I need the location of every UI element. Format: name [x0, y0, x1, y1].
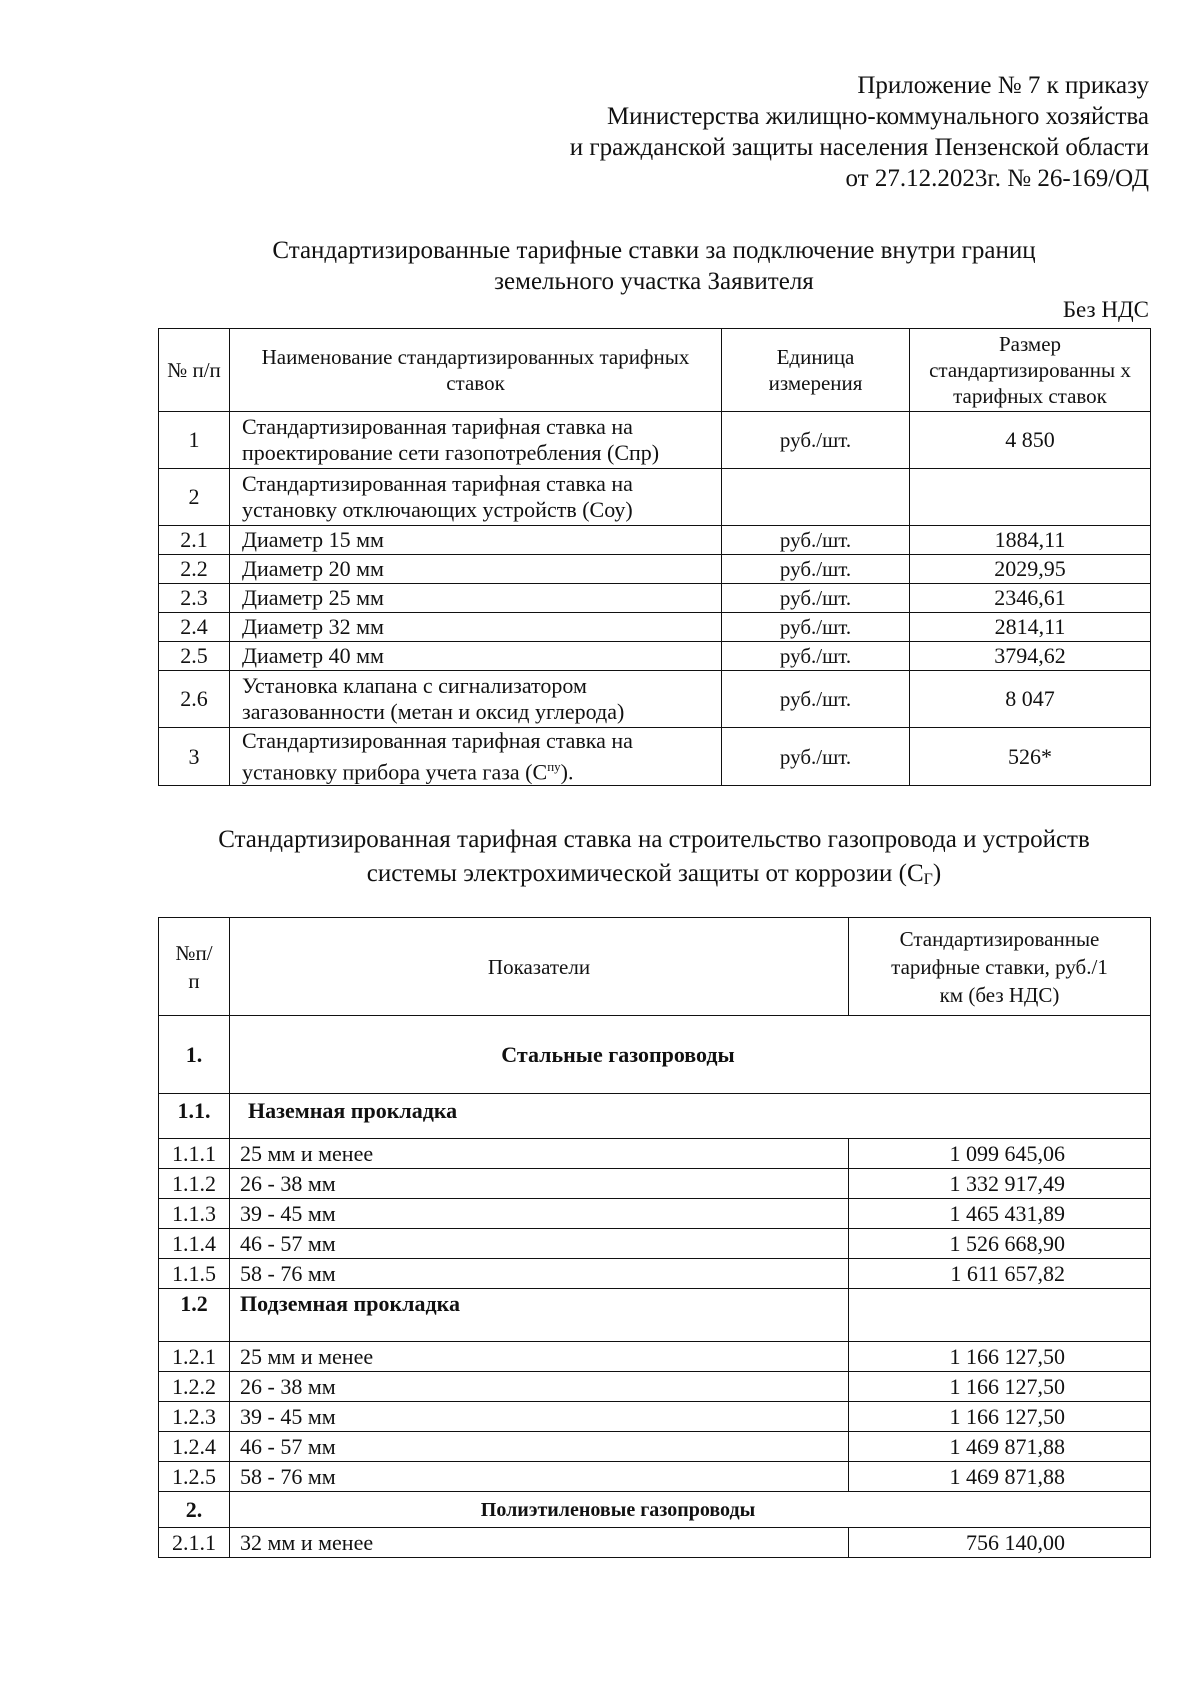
table2-title [158, 823, 1150, 897]
section-row [159, 1016, 1151, 1094]
table-row [159, 412, 1151, 469]
row-value: 1 465 431,89 [849, 1199, 1151, 1229]
header-num: № п/п [159, 329, 230, 412]
row-num: 1.1.1 [159, 1139, 230, 1169]
section-num: 1.1. [159, 1094, 230, 1139]
row-value: 1 166 127,50 [849, 1342, 1151, 1372]
row-value: 756 140,00 [849, 1528, 1151, 1558]
row-value: 1 166 127,50 [849, 1372, 1151, 1402]
table-row [159, 642, 1151, 671]
row-num: 2.2 [159, 555, 230, 584]
table-row [159, 469, 1151, 526]
header-num: №п/ п [159, 918, 230, 1016]
row-value: 526* [910, 728, 1151, 786]
row-num: 2.4 [159, 613, 230, 642]
row-unit: руб./шт. [722, 613, 910, 642]
row-name: Диаметр 40 мм [230, 642, 722, 671]
table-row [159, 555, 1151, 584]
table2-title-line: системы электрохимической защиты от коррозии (СГ) [366, 860, 942, 888]
row-name: Стандартизированная тарифная ставка на установку отключающих устройств (Соу) [230, 469, 722, 526]
section-row [159, 1492, 1151, 1528]
row-value: 1 166 127,50 [849, 1402, 1151, 1432]
row-value: 1884,11 [910, 526, 1151, 555]
header-unit: Единица измерения [722, 329, 910, 412]
table-header-row [159, 329, 1151, 412]
row-num: 3 [159, 728, 230, 786]
row-name: 46 - 57 мм [230, 1229, 849, 1259]
table2-title-line: Стандартизированная тарифная ставка на строительство газопровода и устройств [218, 826, 1090, 853]
header-line: Приложение № 7 к приказу [857, 72, 1149, 99]
row-num: 2.6 [159, 671, 230, 728]
header-name: Наименование стандартизированных тарифных ставок [230, 329, 722, 412]
row-name: 39 - 45 мм [230, 1402, 849, 1432]
row-num: 2.1.1 [159, 1528, 230, 1558]
row-value: 2346,61 [910, 584, 1151, 613]
row-value [910, 469, 1151, 526]
table-row [159, 1229, 1151, 1259]
header-indicators: Показатели [230, 918, 849, 1016]
header-line: от 27.12.2023г. № 26-169/ОД [845, 165, 1149, 192]
row-name: 39 - 45 мм [230, 1199, 849, 1229]
row-unit [722, 469, 910, 526]
vat-note: Без НДС [1062, 297, 1149, 322]
row-value: 4 850 [910, 412, 1151, 469]
table-row [159, 1342, 1151, 1372]
row-name: 26 - 38 мм [230, 1169, 849, 1199]
row-num: 2.1 [159, 526, 230, 555]
row-num: 1.1.4 [159, 1229, 230, 1259]
section-name: Подземная прокладка [230, 1289, 849, 1342]
row-name: 25 мм и менее [230, 1342, 849, 1372]
table-row [159, 671, 1151, 728]
row-unit: руб./шт. [722, 584, 910, 613]
table-row [159, 1259, 1151, 1289]
row-unit: руб./шт. [722, 671, 910, 728]
row-name: 58 - 76 мм [230, 1259, 849, 1289]
table1-title-line: Стандартизированные тарифные ставки за подключение внутри границ [272, 237, 1036, 264]
header-rates: Стандартизированные тарифные ставки, руб./1 км (без НДС) [849, 918, 1151, 1016]
row-name: Установка клапана с сигнализатором загазованности (метан и оксид углерода) [230, 671, 722, 728]
table-row [159, 1432, 1151, 1462]
row-num: 1.2.2 [159, 1372, 230, 1402]
section-row [159, 1289, 1151, 1342]
section-row [159, 1094, 1151, 1139]
row-num: 1.1.2 [159, 1169, 230, 1199]
row-name: Диаметр 32 мм [230, 613, 722, 642]
header-line: Министерства жилищно-коммунального хозяйства [606, 103, 1149, 130]
row-value: 1 332 917,49 [849, 1169, 1151, 1199]
table-row [159, 613, 1151, 642]
table-row [159, 1139, 1151, 1169]
row-value: 1 526 668,90 [849, 1229, 1151, 1259]
header-line: и гражданской защиты населения Пензенской области [569, 134, 1149, 161]
table-row [159, 526, 1151, 555]
row-num: 1.2.5 [159, 1462, 230, 1492]
row-value: 1 099 645,06 [849, 1139, 1151, 1169]
row-name: Диаметр 15 мм [230, 526, 722, 555]
row-value: 3794,62 [910, 642, 1151, 671]
row-num: 1.2.3 [159, 1402, 230, 1432]
section-name: Полиэтиленовые газопроводы [230, 1492, 1151, 1528]
row-name: 26 - 38 мм [230, 1372, 849, 1402]
row-value: 2814,11 [910, 613, 1151, 642]
table-row [159, 1169, 1151, 1199]
row-value: 2029,95 [910, 555, 1151, 584]
row-value: 1 611 657,82 [849, 1259, 1151, 1289]
table-row [159, 584, 1151, 613]
table-row [159, 1199, 1151, 1229]
row-name: 32 мм и менее [230, 1528, 849, 1558]
section-num: 1. [159, 1016, 230, 1094]
row-unit: руб./шт. [722, 526, 910, 555]
row-name: 58 - 76 мм [230, 1462, 849, 1492]
row-name: Диаметр 20 мм [230, 555, 722, 584]
order-reference-header [570, 70, 1149, 194]
row-unit: руб./шт. [722, 412, 910, 469]
row-num: 1.2.1 [159, 1342, 230, 1372]
table-row [159, 1402, 1151, 1432]
table-row [159, 1462, 1151, 1492]
section-name: Стальные газопроводы [230, 1016, 1151, 1094]
table-header-row [159, 918, 1151, 1016]
row-unit: руб./шт. [722, 555, 910, 584]
tariff-rates-table [158, 328, 1151, 786]
row-num: 1.1.3 [159, 1199, 230, 1229]
row-num: 1.1.5 [159, 1259, 230, 1289]
row-num: 2 [159, 469, 230, 526]
row-unit: руб./шт. [722, 728, 910, 786]
row-num: 1 [159, 412, 230, 469]
header-size: Размер стандартизированны х тарифных ставок [910, 329, 1151, 412]
row-value: 1 469 871,88 [849, 1462, 1151, 1492]
row-unit: руб./шт. [722, 642, 910, 671]
table-row [159, 728, 1151, 786]
section-num: 2. [159, 1492, 230, 1528]
section-num: 1.2 [159, 1289, 230, 1342]
row-value: 1 469 871,88 [849, 1432, 1151, 1462]
table-row [159, 1528, 1151, 1558]
row-num: 2.3 [159, 584, 230, 613]
row-num: 2.5 [159, 642, 230, 671]
row-name: 25 мм и менее [230, 1139, 849, 1169]
row-name: Стандартизированная тарифная ставка на установку прибора учета газа $(С^{пу})$. [230, 728, 722, 786]
row-name: Стандартизированная тарифная ставка на проектирование сети газопотребления (Спр) [230, 412, 722, 469]
row-name: Диаметр 25 мм [230, 584, 722, 613]
row-name: 46 - 57 мм [230, 1432, 849, 1462]
table1-title [158, 235, 1150, 297]
row-value: 8 047 [910, 671, 1151, 728]
section-name: Наземная прокладка [230, 1094, 1151, 1139]
pipeline-rates-table [158, 917, 1151, 1558]
table1-title-line: земельного участка Заявителя [494, 268, 814, 295]
section-value-empty [849, 1289, 1151, 1342]
table-row [159, 1372, 1151, 1402]
row-num: 1.2.4 [159, 1432, 230, 1462]
